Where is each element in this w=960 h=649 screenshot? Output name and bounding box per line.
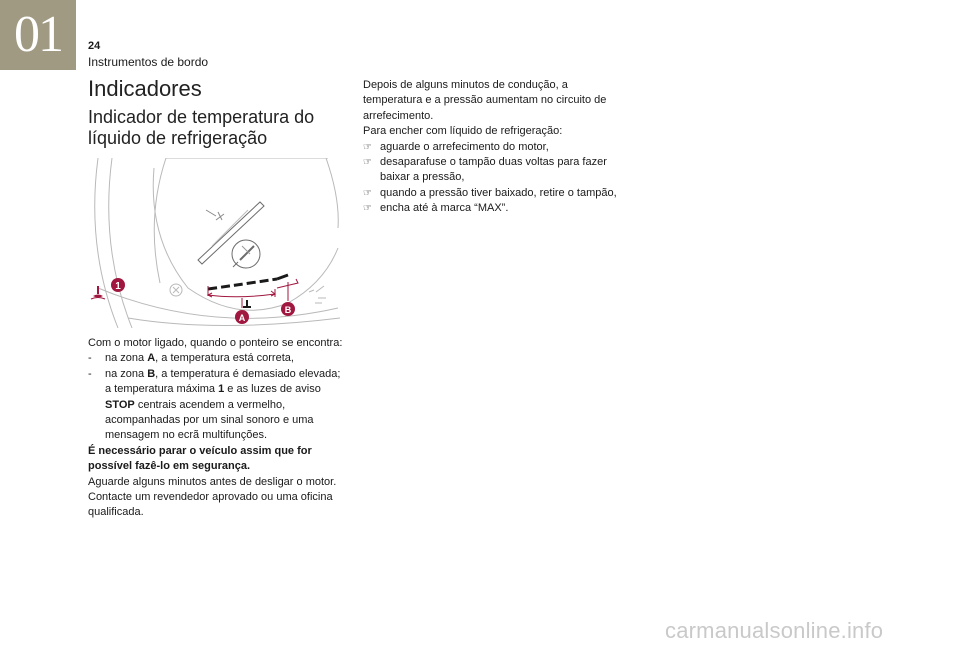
callout-1-group (111, 278, 125, 292)
lower-panel-2 (128, 318, 340, 326)
callout-b-label: B (284, 305, 292, 315)
callout-b-group (281, 282, 295, 316)
zone-a-item (88, 351, 348, 366)
temperature-scale (208, 275, 288, 289)
zone-a-suffix: , a temperatura está correta, (155, 352, 294, 365)
fill-step (363, 186, 623, 201)
coolant-gauge-illustration (88, 158, 340, 330)
zone-a-key: A (147, 352, 156, 365)
fill-step (363, 140, 623, 155)
page-heading: Indicadores (88, 76, 202, 101)
stop-key: STOP (105, 398, 135, 411)
zone-b-item (88, 367, 348, 444)
zone-b-text: , a temperatura é demasiado elevada; a temperatura máxima (105, 367, 341, 396)
pointer-bullet-icon: ☞ (363, 203, 372, 215)
left-text-column (88, 336, 348, 521)
callout-1-label: 1 (115, 281, 121, 292)
warning-paragraph: É necessário parar o veículo assim que for possível fazê-lo em segurança. (88, 444, 312, 473)
right-text-column (363, 78, 623, 217)
zone-b-prefix: na zona (105, 367, 148, 380)
pointer-bullet-icon: ☞ (363, 157, 372, 169)
small-needle-icon (206, 210, 224, 220)
watermark: carmanualsonline.info (665, 618, 884, 643)
zone-b-key: B (147, 367, 156, 380)
chapter-tab: 01 (0, 0, 76, 70)
zone-a-bracket (208, 286, 275, 297)
dial-markings-icon (309, 286, 326, 303)
callout-a-label: A (238, 313, 246, 323)
coolant-warning-icon (91, 286, 105, 299)
dash-marker: - (88, 352, 92, 365)
fill-step (363, 155, 623, 186)
wait-paragraph: Aguarde alguns minutos antes de desligar o motor. (88, 475, 337, 488)
dash-marker: - (88, 367, 92, 380)
zone-b-text-2: e as luzes de aviso (224, 383, 321, 396)
dial-face-arc (153, 168, 338, 310)
subheading-line-1: Indicador de temperatura do (88, 107, 315, 127)
intro-paragraph: Com o motor ligado, quando o ponteiro se encontra: (88, 337, 343, 349)
fill-step-text: aguarde o arrefecimento do motor, (380, 140, 549, 153)
outer-bezel-arc-2 (109, 158, 132, 328)
fill-step-text: quando a pressão tiver baixado, retire o tampão, (380, 186, 617, 199)
zone-a-prefix: na zona (105, 352, 148, 365)
thermometer-icon (232, 240, 260, 268)
fill-heading: Para encher com líquido de refrigeração: (363, 125, 563, 138)
pointer-bullet-icon: ☞ (363, 141, 372, 153)
outer-bezel-arc (95, 158, 118, 328)
fill-step (363, 201, 623, 216)
subheading-line-2: líquido de refrigeração (88, 128, 268, 148)
right-intro-paragraph: Depois de alguns minutos de condução, a temperatura e a pressão aumentam no circuito de arrefecimento. (363, 79, 607, 122)
fan-icon (170, 284, 182, 296)
contact-paragraph: Contacte um revendedor aprovado ou uma oficina qualificada. (88, 491, 333, 519)
scale-thermometer-icon (243, 300, 251, 308)
pointer-bullet-icon: ☞ (363, 187, 372, 199)
fill-step-text: encha até à marca “MAX”. (380, 202, 509, 215)
page-number: 24 (88, 40, 101, 52)
dial-inner-arc (326, 158, 338, 228)
section-title: Instrumentos de bordo (88, 55, 209, 69)
max-temp-key: 1 (218, 383, 225, 396)
zone-b-suffix: centrais acendem a vermelho, acompanhadas por um sinal sonoro e uma mensagem no ecrã multifunções. (105, 398, 314, 442)
fill-step-text: desaparafuse o tampão duas voltas para fazer baixar a pressão, (380, 156, 607, 184)
lower-panel (98, 288, 338, 318)
subheading (88, 107, 348, 149)
